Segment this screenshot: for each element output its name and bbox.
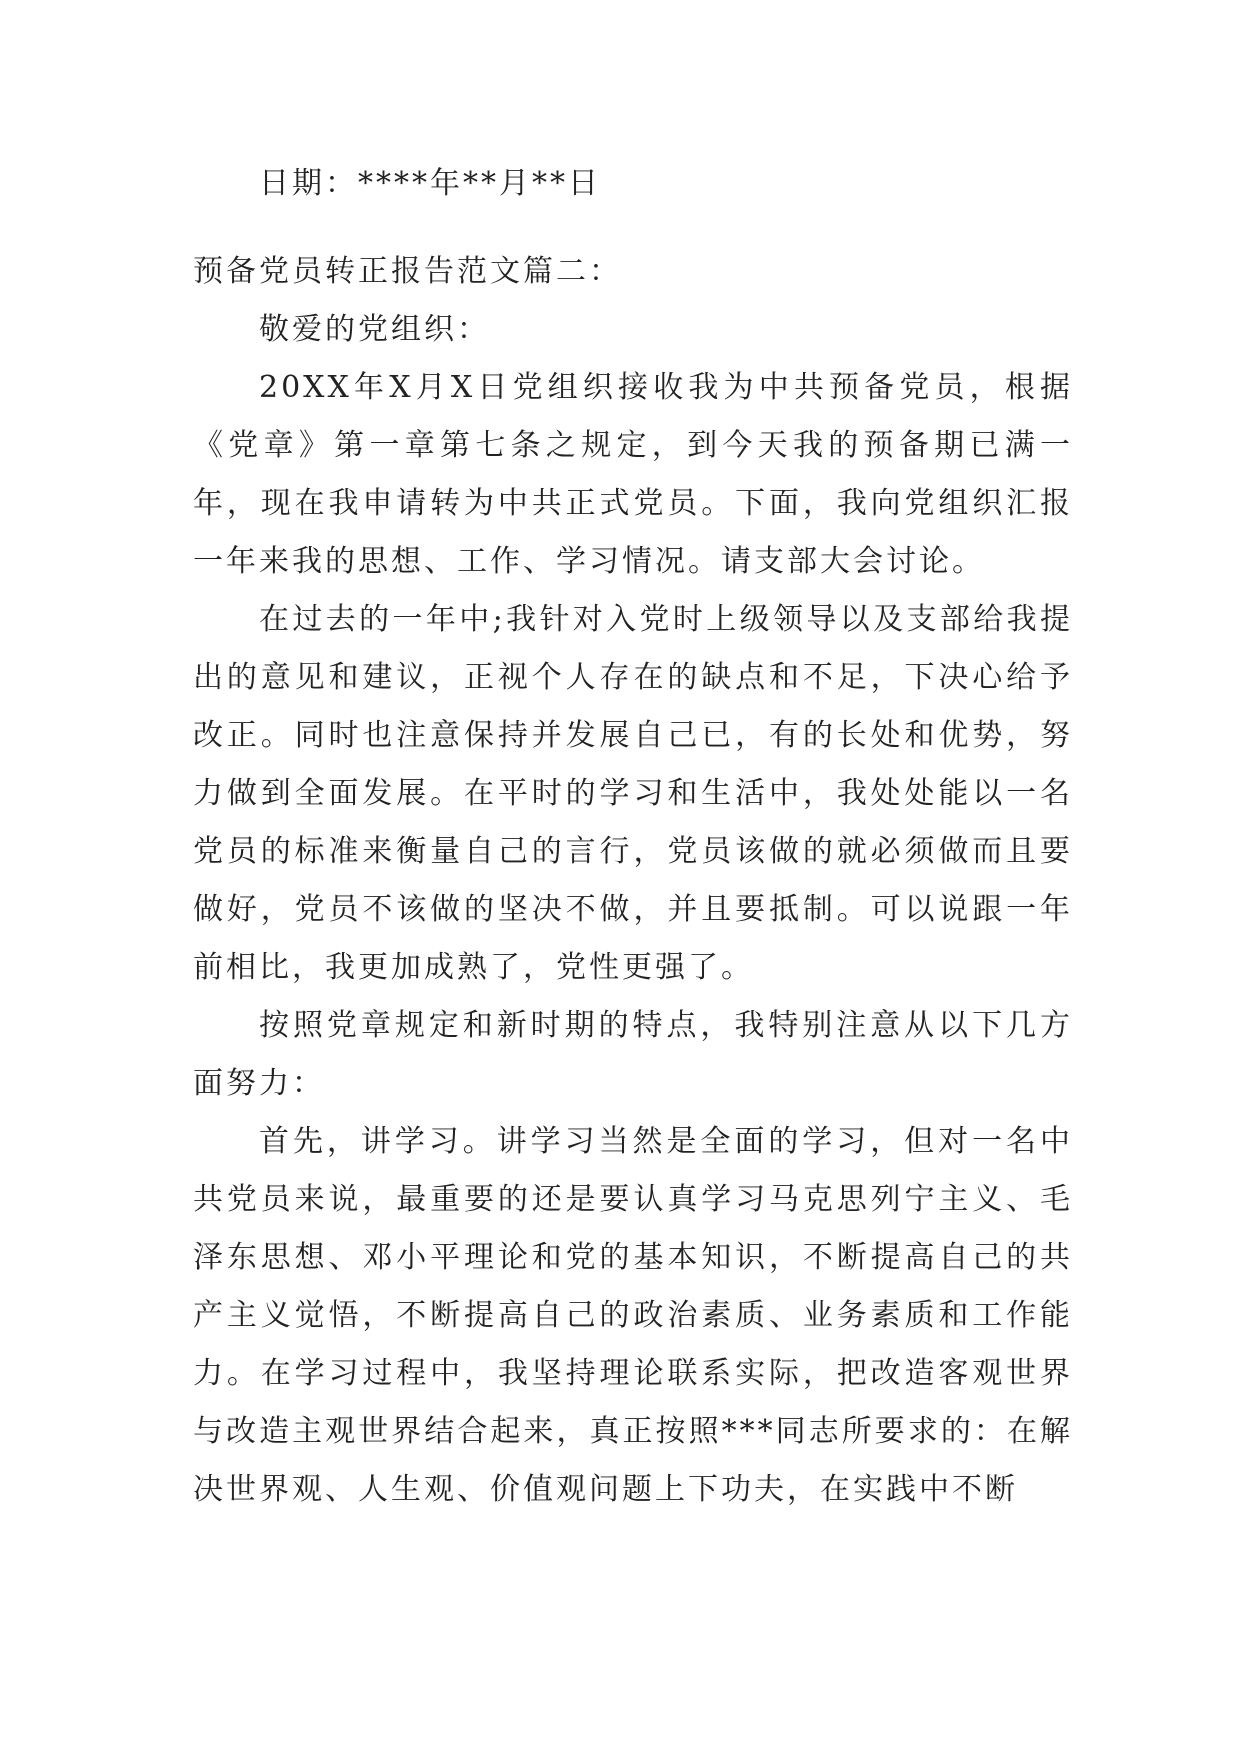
section-title: 预备党员转正报告范文篇二： [193,254,622,289]
paragraph-past-year: 在过去的一年中;我针对入党时上级领导以及支部给我提出的意见和建议，正视个人存在的缺点和不足，下决心给予改正。同时也注意保持并发展自己已，有的长处和优势，努力做到全面发展。在平时的学习和生活中，我处处能以一名党员的标准来衡量自己的言行，党员该做的就必须做而且要做好，党员不该做的坚决不做，并且要抵制。可以说跟一年前相比，我更加成熟了，党性更强了。 [193,602,1073,985]
body-text [193,359,1073,1519]
paragraph-study: 首先，讲学习。讲学习当然是全面的学习，但对一名中共党员来说，最重要的还是要认真学习马克思列宁主义、毛泽东思想、邓小平理论和党的基本知识，不断提高自己的共产主义觉悟，不断提高自己的政治素质、业务素质和工作能力。在学习过程中，我坚持理论联系实际，把改造客观世界与改造主观世界结合起来，真正按照***同志所要求的：在解决世界观、人生观、价值观问题上下功夫，在实践中不断 [193,1124,1073,1507]
paragraph-efforts-intro: 按照党章规定和新时期的特点，我特别注意从以下几方面努力： [193,1008,1073,1101]
date-line: 日期：****年**月**日 [259,166,601,201]
paragraph-application: 20XX年X月X日党组织接收我为中共预备党员，根据《党章》第一章第七条之规定，到今天我的预备期已满一年，现在我申请转为中共正式党员。下面，我向党组织汇报一年来我的思想、工作、学习情况。请支部大会讨论。 [193,370,1073,579]
salutation: 敬爱的党组织： [259,312,490,347]
